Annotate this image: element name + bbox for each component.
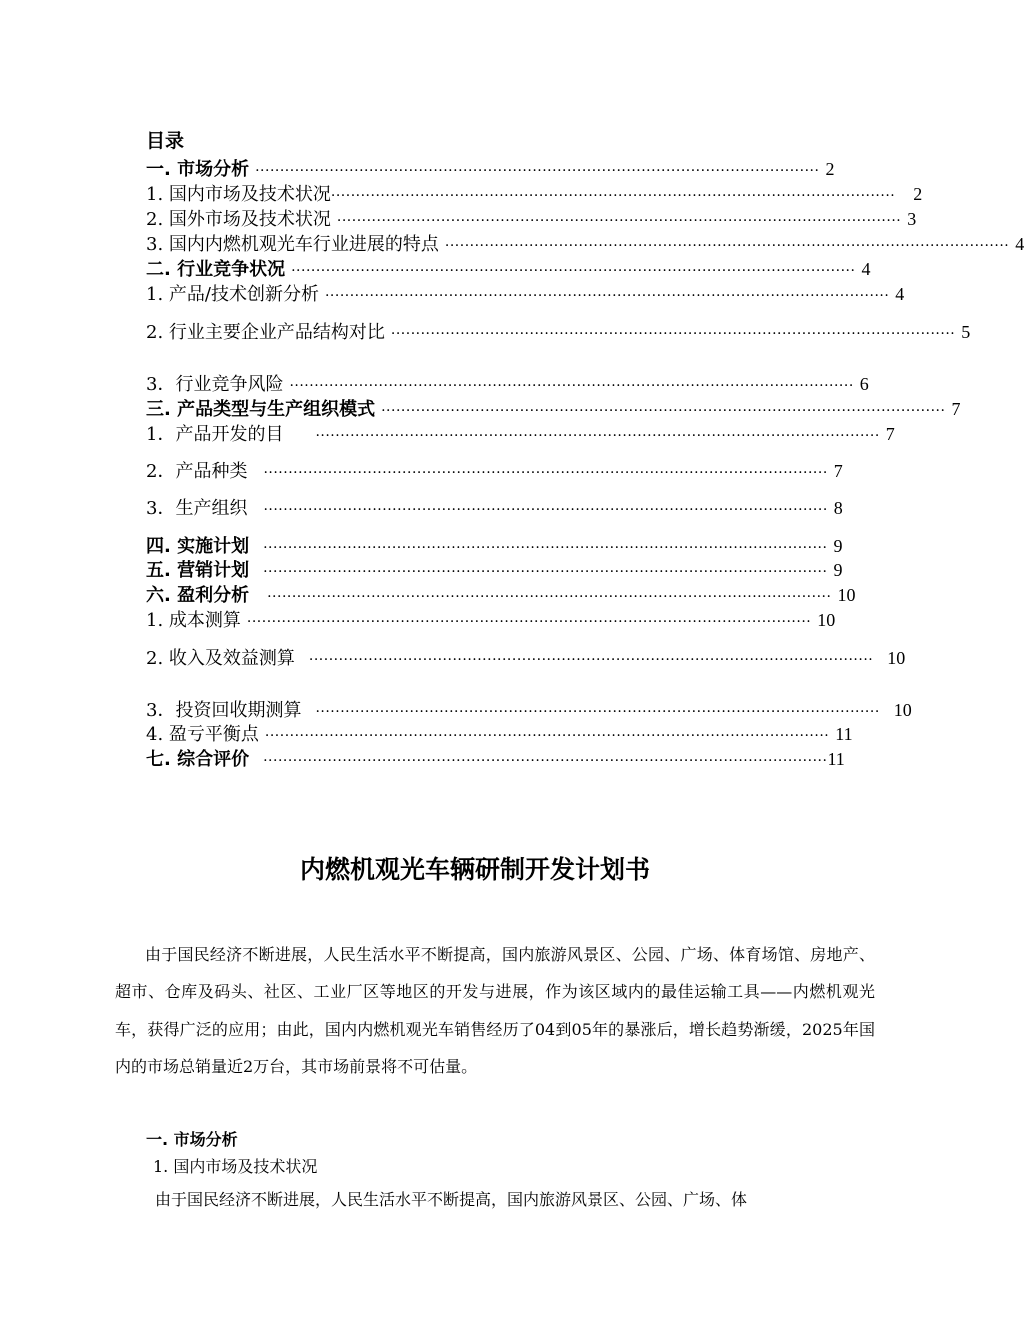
- toc-entry-page: 9: [833, 560, 843, 580]
- toc-entry-page: 10: [817, 610, 836, 630]
- toc-entry-page: 4: [861, 259, 871, 279]
- toc-leader-dots: ··················································································································: [289, 378, 854, 394]
- toc-entry-label: 2. 国外市场及技术状况: [146, 209, 331, 230]
- toc-leader-dots: ··················································································································: [263, 465, 828, 481]
- toc-entry-page: 11: [835, 724, 853, 744]
- toc-entry-label: 四. 实施计划: [146, 536, 250, 557]
- toc-entry[interactable]: [146, 606, 836, 631]
- toc-leader-dots: ··················································································································: [444, 238, 1010, 254]
- document-title: 内燃机观光车辆研制开发计划书: [299, 855, 650, 884]
- toc-leader-dots: ··················································································································: [336, 213, 902, 229]
- toc-entry-page: 11: [827, 749, 845, 769]
- toc-entry[interactable]: [146, 255, 871, 280]
- toc-entry-page: 4: [1015, 234, 1024, 254]
- toc-entry[interactable]: [146, 280, 905, 305]
- toc-entry-label: 七. 综合评价: [146, 749, 250, 770]
- toc-entry[interactable]: [146, 494, 843, 519]
- toc-entry[interactable]: [146, 180, 923, 205]
- toc-entry[interactable]: [146, 644, 906, 669]
- toc-entry-label: 2. 行业主要企业产品结构对比: [146, 322, 385, 343]
- toc-entry-page: 10: [837, 585, 856, 605]
- toc-leader-dots: ··················································································································: [264, 728, 830, 744]
- toc-entry-label: 3．生产组织: [146, 498, 248, 519]
- toc-leader-dots: ··················································································································: [291, 263, 856, 279]
- toc-entry-label: 3. 国内内燃机观光车行业进展的特点: [146, 234, 439, 255]
- toc-entry-page: 10: [887, 648, 906, 668]
- toc-entry[interactable]: [146, 556, 843, 581]
- toc-entry[interactable]: [146, 318, 971, 343]
- toc-leader-dots: ··················································································································: [330, 188, 896, 204]
- toc-entry[interactable]: [146, 532, 843, 557]
- section-heading: 一. 市场分析: [146, 1130, 238, 1149]
- toc-entry-label: 3．行业竞争风险: [146, 374, 284, 395]
- toc-leader-dots: ··················································································································: [308, 652, 874, 668]
- toc-leader-dots: ··················································································································: [263, 540, 828, 556]
- toc-leader-dots: ··················································································································: [246, 614, 812, 630]
- toc-entry-page: 2: [913, 184, 923, 204]
- toc-entry-page: 8: [833, 498, 843, 518]
- intro-paragraph: 由于国民经济不断进展，人民生活水平不断提高，国内旅游风景区、公园、广场、体育场馆、房地产、超市、仓库及码头、社区、工业厂区等地区的开发与进展，作为该区域内的最佳运输工具——内燃机观光车，获得广泛的应用；由此，国内内燃机观光车销售经历了04到05年的暴涨后，增长趋势渐缓，2025年国内的市场总销量近2万台，其市场前景将不可估量。: [115, 945, 875, 1077]
- toc-entry[interactable]: [146, 155, 835, 180]
- toc-entry-page: 9: [833, 536, 843, 556]
- toc-entry-page: 2: [825, 159, 835, 179]
- toc-entry[interactable]: [146, 230, 1024, 255]
- subsection-heading: 1. 国内市场及技术状况: [153, 1157, 318, 1176]
- toc-entry-page: 6: [859, 374, 869, 394]
- toc-entry-label: 1. 产品/技术创新分析: [146, 284, 319, 305]
- toc-title: 目录: [146, 130, 185, 152]
- toc-entry[interactable]: [146, 457, 843, 482]
- toc-leader-dots: ··················································································································: [381, 403, 946, 419]
- toc-entry-page: 10: [893, 700, 912, 720]
- toc-entry-label: 2．产品种类: [146, 461, 248, 482]
- toc-entry-page: 7: [951, 399, 961, 419]
- toc-entry[interactable]: [146, 696, 912, 721]
- toc-entry[interactable]: [146, 745, 845, 770]
- toc-entry-page: 3: [907, 209, 917, 229]
- toc-leader-dots: ··················································································································: [390, 326, 956, 342]
- toc-leader-dots: ··················································································································: [255, 163, 820, 179]
- toc-entry[interactable]: [146, 581, 856, 606]
- toc-entry-label: 1. 国内市场及技术状况: [146, 184, 331, 205]
- toc-entry-label: 1. 成本测算: [146, 610, 241, 631]
- toc-entry-label: 二. 行业竞争状况: [146, 259, 286, 280]
- toc-entry-page: 4: [895, 284, 905, 304]
- toc-entry-label: 3．投资回收期测算: [146, 700, 302, 721]
- toc-entry-label: 2. 收入及效益测算: [146, 648, 295, 669]
- body-paragraph: 由于国民经济不断进展，人民生活水平不断提高，国内旅游风景区、公园、广场、体: [155, 1190, 748, 1209]
- toc-entry[interactable]: [146, 420, 895, 445]
- toc-entry[interactable]: [146, 720, 853, 745]
- toc-leader-dots: ··················································································································: [263, 502, 828, 518]
- toc-leader-dots: ··················································································································: [263, 753, 828, 769]
- toc-entry-label: 1．产品开发的目: [146, 424, 284, 445]
- toc-entry-page: 5: [961, 322, 971, 342]
- toc-entry-label: 4. 盈亏平衡点: [146, 724, 259, 745]
- toc-entry-label: 六. 盈利分析: [146, 585, 250, 606]
- toc-leader-dots: ··················································································································: [324, 288, 890, 304]
- toc-leader-dots: ··················································································································: [315, 428, 880, 444]
- toc-entry[interactable]: [146, 395, 961, 420]
- toc-leader-dots: ··················································································································: [315, 704, 880, 720]
- toc-entry-page: 7: [833, 461, 843, 481]
- toc-entry-label: 三. 产品类型与生产组织模式: [146, 399, 376, 420]
- toc-entry-label: 五. 营销计划: [146, 560, 250, 581]
- toc-leader-dots: ··················································································································: [263, 564, 828, 580]
- toc-entry[interactable]: [146, 370, 869, 395]
- toc-entry-page: 7: [885, 424, 895, 444]
- toc-leader-dots: ··················································································································: [267, 589, 832, 605]
- toc-entry[interactable]: [146, 205, 917, 230]
- toc-entry-label: 一. 市场分析: [146, 159, 250, 180]
